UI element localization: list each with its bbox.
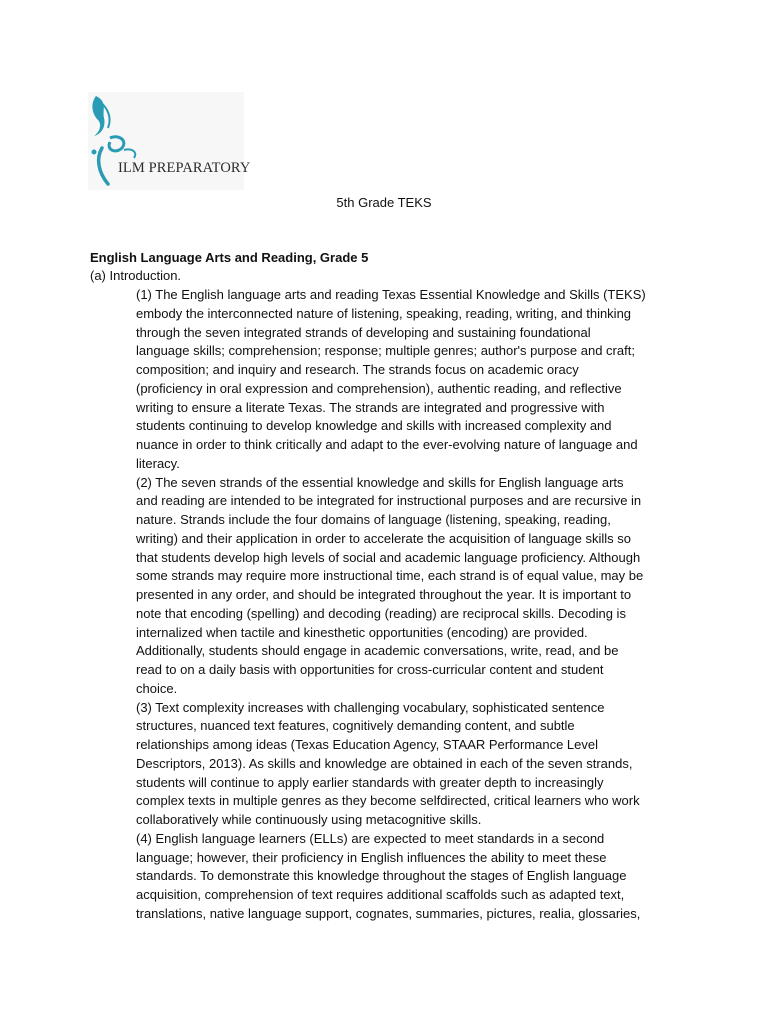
text-line: language skills; comprehension; response; multiple genres; author's purpose and craft; — [136, 343, 635, 359]
text-line: acquisition, comprehension of text requires additional scaffolds such as adapted text, — [136, 887, 625, 902]
text-line: presented in any order, and should be integrated throughout the year. It is important to — [136, 587, 632, 602]
text-line: collaboratively while continuously using metacognitive skills. — [136, 812, 482, 827]
text-line: choice. — [136, 680, 178, 696]
text-line: (3) Text complexity increases with challenging vocabulary, sophisticated sentence — [136, 699, 605, 715]
school-logo — [88, 92, 251, 190]
section-heading: English Language Arts and Reading, Grade 5 — [90, 250, 369, 265]
text-line: nuance in order to think critically and adapt to the ever-evolving nature of language and — [136, 437, 638, 452]
text-line: (2) The seven strands of the essential knowledge and skills for English language arts — [136, 474, 624, 490]
text-line: translations, native language support, cognates, summaries, pictures, realia, glossaries, — [136, 905, 641, 921]
text-line: students will continue to apply earlier standards with greater depth to increasingly — [136, 774, 604, 790]
text-line: through the seven integrated strands of developing and sustaining foundational — [136, 324, 591, 340]
text-line: language; however, their proficiency in English influences the ability to meet these — [136, 849, 607, 865]
text-line: writing) and their application in order to accelerate the acquisition of language skills so — [136, 530, 632, 546]
document-title: 5th Grade TEKS — [336, 195, 432, 210]
text-line: note that encoding (spelling) and decoding (reading) are reciprocal skills. Decoding is — [136, 605, 626, 621]
text-line: Descriptors, 2013). As skills and knowledge are obtained in each of the seven strands, — [136, 755, 633, 771]
text-line: students continuing to develop knowledge and skills with increased complexity and — [136, 418, 612, 434]
text-line: that students develop high levels of social and academic language proficiency. Although — [136, 549, 641, 565]
text-line: nature. Strands include the four domains of language (listening, speaking, reading, — [136, 512, 611, 527]
text-line: writing to ensure a literate Texas. The strands are integrated and progressive with — [136, 399, 605, 415]
text-line: structures, nuanced text features, cognitively demanding content, and subtle — [136, 718, 575, 734]
text-line: (4) English language learners (ELLs) are expected to meet standards in a second — [136, 830, 605, 846]
text-line: (proficiency in oral expression and comprehension), authentic reading, and reflective — [136, 380, 622, 396]
introduction-paragraphs — [136, 286, 684, 924]
text-line: embody the interconnected nature of listening, speaking, reading, writing, and thinking — [136, 305, 632, 321]
text-line: composition; and inquiry and research. The strands focus on academic oracy — [136, 362, 579, 377]
text-line: some strands may require more instructional time, each strand is of equal value, may be — [136, 568, 644, 584]
text-line: complex texts in multiple genres as they become selfdirected, critical learners who work — [136, 793, 640, 809]
text-line: internalized when tactile and kinesthetic opportunities (encoding) are provided. — [136, 624, 588, 640]
intro-label: (a) Introduction. — [90, 268, 182, 283]
logo-text: ILM PREPARATORY — [118, 160, 251, 176]
text-line: and reading are intended to be integrated for instructional purposes and are recursive in — [136, 493, 642, 509]
text-line: (1) The English language arts and reading Texas Essential Knowledge and Skills (TEKS) — [136, 287, 646, 302]
text-line: standards. To demonstrate this knowledge throughout the stages of English language — [136, 868, 627, 884]
text-line: literacy. — [136, 455, 180, 471]
text-line: read to on a daily basis with opportunities for cross-curricular content and student — [136, 662, 604, 677]
text-line: Additionally, students should engage in academic conversations, write, read, and be — [136, 643, 619, 659]
text-line: relationships among ideas (Texas Education Agency, STAAR Performance Level — [136, 737, 598, 752]
